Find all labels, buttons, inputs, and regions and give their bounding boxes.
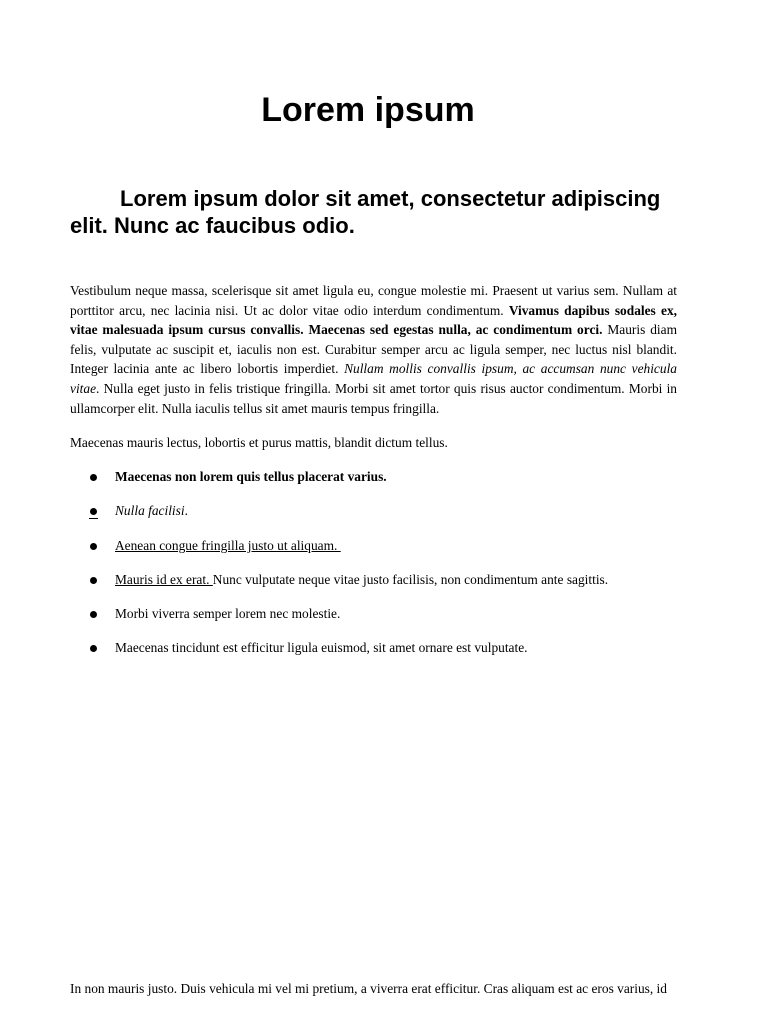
list-item: [90, 604, 690, 624]
body-paragraph-2: Maecenas mauris lectus, lobortis et purus mattis, blandit dictum tellus.: [70, 435, 448, 450]
list-item: [90, 638, 690, 658]
underlined-text: Mauris id ex erat.: [115, 572, 213, 587]
list-item: [90, 501, 690, 521]
list-item-text: [115, 501, 188, 521]
bullet-icon: [90, 543, 97, 550]
list-item: [90, 536, 690, 556]
bold-text: Vivamus dapibus sodales ex, vitae malesuada ipsum cursus convallis. Maecenas sed egestas nulla, ac condimentum orci.: [70, 302, 677, 338]
bullet-icon: [90, 577, 97, 584]
document-subtitle: Lorem ipsum dolor sit amet, consectetur adipiscing elit. Nunc ac faucibus odio.: [70, 186, 661, 238]
bullet-icon: [90, 645, 97, 652]
paragraph-text: . Nulla eget justo in felis tristique fringilla. Morbi sit amet tortor quis risus auctor condimentum. Morbi in ullamcorper elit. Nulla iaculis tellus sit amet mauris tempus fringilla.: [70, 380, 677, 416]
paragraph-text: Mauris diam felis, vulputate ac suscipit et, iaculis non est. Curabitur semper arcu ac ligula semper, nec luctus nisl blandit. Integer lacinia ante ac libero lobortis imperdiet.: [70, 322, 677, 377]
bullet-icon: [90, 611, 97, 618]
list-item-text: Maecenas tincidunt est efficitur ligula euismod, sit amet ornare est vulputate.: [115, 640, 528, 655]
body-paragraph-3: In non mauris justo. Duis vehicula mi vel mi pretium, a viverra erat efficitur. Cras aliquam est ac eros varius, id: [70, 981, 667, 996]
italic-text: Nullam mollis convallis ipsum, ac accumsan nunc vehicula vitae: [70, 361, 677, 396]
list-item-text-rest: Nunc vulputate neque vitae justo facilisis, non condimentum ante sagittis.: [212, 572, 609, 587]
bullet-icon: [90, 474, 97, 481]
italic-text: Nulla facilisi: [115, 503, 185, 518]
body-paragraph-1: [70, 281, 677, 418]
list-item-text: Morbi viverra semper lorem nec molestie.: [115, 606, 341, 621]
paragraph-text: Vestibulum neque massa, scelerisque sit amet ligula eu, congue molestie mi. Praesent ut varius sem. Nullam at porttitor arcu, nec lacinia nisi. Ut ac dolor vitae odio interdum condimentum.: [70, 283, 677, 318]
list-item: [90, 570, 690, 590]
bullet-icon: [90, 508, 97, 515]
list-item-text: Aenean congue fringilla justo ut aliquam.: [115, 538, 341, 553]
document-title: Lorem ipsum: [261, 91, 475, 129]
list-item-text: Maecenas non lorem quis tellus placerat varius.: [115, 469, 387, 484]
list-item-text: [115, 570, 608, 590]
list-item: [90, 467, 690, 487]
list-item-text-tail: .: [184, 503, 188, 518]
